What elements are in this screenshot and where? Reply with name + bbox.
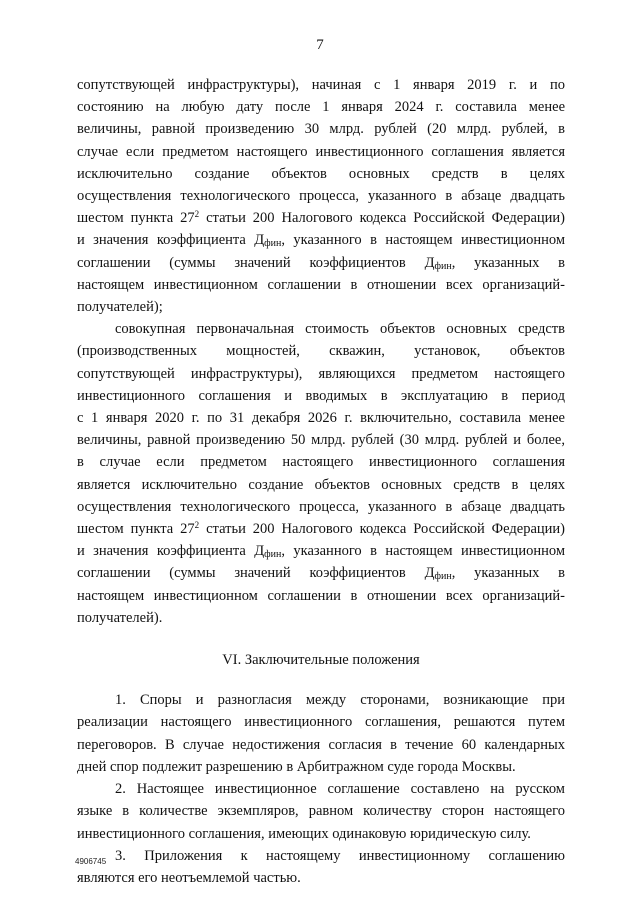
subscript: фин — [434, 260, 452, 272]
clause-disputes — [77, 689, 565, 778]
text-line: случае если предметом настоящего инвестиционного соглашения является — [77, 143, 565, 160]
text-line: шестом пункта $27^2$ статьи 200 Налогового кодекса Российской Федерации) — [77, 209, 565, 227]
text-line: и значения коэффициента $Д_{фин}$, указанного в настоящем инвестиционном — [77, 232, 565, 250]
text-line: сопутствующей инфраструктуры), являющихся предметом настоящего — [77, 365, 565, 382]
text-line: соглашении (суммы значений коэффициентов $Д_{фин}$, указанных в — [77, 254, 565, 272]
text-line: настоящем инвестиционном соглашении в отношении всех организаций- — [77, 587, 565, 604]
text-line: инвестиционного соглашения, имеющих одинаковую юридическую силу. — [77, 825, 531, 842]
text-line: переговоров. В случае недостижения согласия в течение 60 календарных — [77, 736, 565, 753]
text-line: языке в количестве экземпляров, равном количеству сторон настоящего — [77, 803, 565, 820]
paragraph-infrastructure-condition — [77, 74, 565, 318]
text-line: являются его неотъемлемой частью. — [77, 869, 301, 886]
clause-appendices — [77, 845, 565, 889]
superscript: 2 — [194, 209, 200, 220]
subscript: фин — [264, 549, 282, 561]
text-line: осуществления технологического процесса, указанного в абзаце двадцать — [77, 188, 565, 205]
text-line: осуществления технологического процесса, указанного в абзаце двадцать — [77, 498, 565, 515]
section-heading: VI. Заключительные положения — [222, 652, 420, 669]
subscript: фин — [264, 238, 282, 250]
document-id: 4906745 — [75, 857, 107, 866]
text-line: дней спор подлежит разрешению в Арбитражном суде города Москвы. — [77, 758, 516, 775]
clause-language-copies — [77, 778, 565, 845]
text-line: совокупная первоначальная стоимость объектов основных средств — [115, 321, 565, 338]
text-line: 2. Настоящее инвестиционное соглашение составлено на русском — [115, 781, 565, 798]
document-body — [77, 74, 565, 889]
text-line: состоянию на любую дату после 1 января 2024 г. составила менее — [77, 99, 565, 116]
text-line: сопутствующей инфраструктуры), начиная с 1 января 2019 г. и по — [77, 77, 565, 93]
text-line: является исключительно создание объектов основных средств в целях — [77, 476, 565, 493]
text-line: и значения коэффициента $Д_{фин}$, указанного в настоящем инвестиционном — [77, 543, 565, 561]
text-line: исключительно создание объектов основных средств в целях — [77, 165, 565, 182]
text-line: реализации настоящего инвестиционного соглашения, решаются путем — [77, 714, 565, 731]
text-line: соглашении (суммы значений коэффициентов $Д_{фин}$, указанных в — [77, 565, 565, 583]
text-line: величины, равной произведению 30 млрд. рублей (20 млрд. рублей, в — [77, 121, 565, 138]
text-line: 1. Споры и разногласия между сторонами, возникающие при — [115, 692, 565, 709]
text-line: настоящем инвестиционном соглашении в отношении всех организаций- — [77, 276, 565, 293]
text-line: в случае если предметом настоящего инвестиционного соглашения — [77, 454, 565, 471]
text-line: получателей); — [77, 299, 163, 316]
superscript: 2 — [194, 520, 200, 531]
text-line: с 1 января 2020 г. по 31 декабря 2026 г. включительно, составила менее — [77, 410, 565, 427]
text-line: величины, равной произведению 50 млрд. рублей (30 млрд. рублей и более, — [77, 432, 565, 449]
text-line: (производственных мощностей, скважин, установок, объектов — [77, 343, 565, 360]
text-line: получателей). — [77, 609, 163, 626]
paragraph-fixed-assets-condition — [77, 318, 565, 629]
text-line: шестом пункта $27^2$ статьи 200 Налогового кодекса Российской Федерации) — [77, 520, 565, 538]
page-number: 7 — [316, 37, 324, 53]
text-line: инвестиционного соглашения и вводимых в эксплуатацию в период — [77, 387, 565, 404]
text-line: 3. Приложения к настоящему инвестиционному соглашению — [115, 847, 565, 864]
subscript: фин — [434, 571, 452, 583]
